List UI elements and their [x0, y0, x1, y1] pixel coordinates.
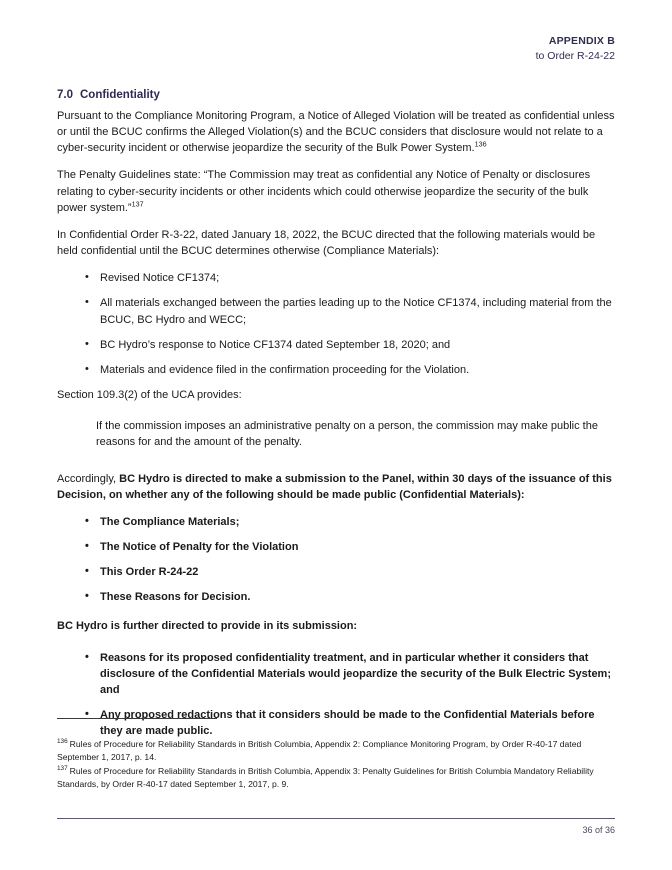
- page-footer: [57, 818, 615, 835]
- list-item: • Reasons for its proposed confidentiality treatment, and in particular whether it considers that disclosure of the Confidential Materials would jeopardize the security of the Bulk Electric System; and: [57, 650, 615, 698]
- paragraph-confidential-treatment: [57, 108, 615, 156]
- uca-quotation: [57, 418, 615, 450]
- section-number: 7.0: [57, 88, 73, 101]
- page-number: 36 of 36: [582, 825, 615, 835]
- paragraph-confidential-order: In Confidential Order R-3-22, dated January 18, 2022, the BCUC directed that the following materials would be held confidential until the BCUC determines otherwise (Compliance Materials):: [57, 228, 596, 258]
- list-item: • Materials and evidence filed in the confirmation proceeding for the Violation.: [57, 362, 615, 378]
- footnote-separator-rule: [57, 718, 217, 719]
- compliance-materials-list: [57, 270, 615, 378]
- paragraph-text: The Penalty Guidelines state: “The Commission may treat as confidential any Notice of Penalty or disclosures relating to cyber-security incidents or other incidents which could otherwise jeopardize the security of the bulk power system.”: [57, 169, 591, 214]
- directive-bold-text: BC Hydro is directed to make a submission to the Panel, within 30 days of the issuance of this Decision, on whether any of the following should be made public (Confidential Materials):: [57, 472, 612, 501]
- footnote-136: [57, 738, 615, 764]
- list-item: • BC Hydro’s response to Notice CF1374 dated September 18, 2020; and: [57, 337, 615, 353]
- footnote-number: 137: [57, 764, 68, 772]
- footnote-number: 136: [57, 738, 68, 746]
- spacer: [57, 462, 615, 471]
- list-item: • All materials exchanged between the parties leading up to the Notice CF1374, including material from the BCUC, BC Hydro and WECC;: [57, 295, 615, 327]
- paragraph-penalty-guidelines: [57, 167, 615, 215]
- quotation-text: If the commission imposes an administrative penalty on a person, the commission may make public the reasons for and the amount of the penalty.: [96, 420, 598, 449]
- document-header: [536, 34, 615, 63]
- footnote-text: Rules of Procedure for Reliability Standards in British Columbia, Appendix 2: Compliance Monitoring Program, by Order R-40-17 dated September 1, 2017, p. 14.: [57, 739, 582, 762]
- footnote-marker-136[interactable]: 136: [474, 139, 487, 149]
- section-heading: [57, 89, 160, 101]
- list-item: • This Order R-24-22: [57, 564, 615, 580]
- list-item: • The Compliance Materials;: [57, 514, 615, 530]
- list-item: • Any proposed redactions that it considers should be made to the Confidential Materials before they are made public.: [57, 707, 615, 739]
- public-disclosure-list: [57, 514, 615, 606]
- list-item: • The Notice of Penalty for the Violation: [57, 539, 615, 555]
- paragraph-further-direction: BC Hydro is further directed to provide in its submission:: [57, 620, 358, 633]
- appendix-label: APPENDIX B: [548, 35, 615, 47]
- paragraph-text: Pursuant to the Compliance Monitoring Program, a Notice of Alleged Violation will be treated as confidential unless or until the BCUC confirms the Alleged Violation(s) and the BCUC considers that disclosure would not relate to a cyber-security incident or otherwise jeopardize the security of the Bulk Power System.: [57, 110, 615, 155]
- order-reference: to Order R-24-22: [535, 50, 615, 63]
- list-item: • Revised Notice CF1374;: [57, 270, 615, 286]
- list-item: • These Reasons for Decision.: [57, 589, 615, 605]
- footnote-137: [57, 765, 615, 791]
- paragraph-directive-submission: [57, 471, 615, 503]
- page-content: [57, 0, 615, 870]
- footnote-marker-137[interactable]: 137: [131, 199, 144, 209]
- document-body: [57, 108, 615, 748]
- footnote-area: [57, 718, 615, 792]
- directive-lead: Accordingly,: [57, 472, 120, 485]
- footnote-text: Rules of Procedure for Reliability Standards in British Columbia, Appendix 3: Penalty Guidelines for British Columbia Mandatory Reliability Standards, by Order R-40-17 dated September 1, 2017, p. 9.: [57, 765, 594, 789]
- section-title: Confidentiality: [80, 88, 160, 101]
- footer-separator-rule: [57, 818, 615, 819]
- paragraph-uca-section: Section 109.3(2) of the UCA provides:: [57, 389, 242, 402]
